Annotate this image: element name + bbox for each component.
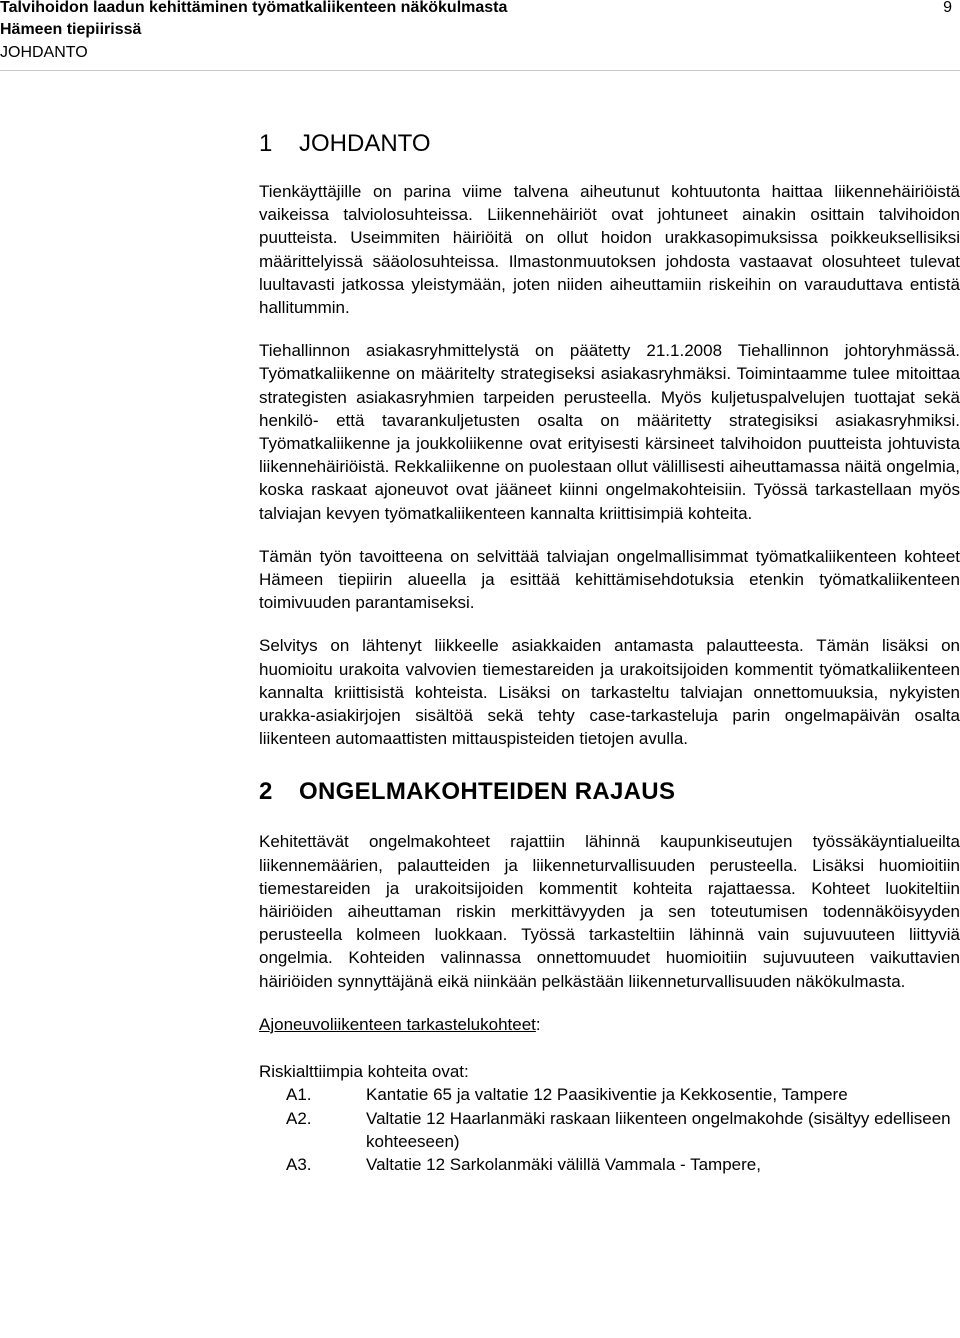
list-item-code: A3. — [286, 1154, 312, 1174]
list-item-text: Valtatie 12 Sarkolanmäki välillä Vammala - Tampere, — [366, 1154, 761, 1174]
list-item — [259, 1083, 960, 1106]
risk-list — [259, 1060, 960, 1176]
list-item-text: Kantatie 65 ja valtatie 12 Paasikiventie ja Kekkosentie, Tampere — [366, 1085, 848, 1105]
subheading-text: Ajoneuvoliikenteen tarkastelukohteet — [259, 1014, 536, 1034]
section-1-title: JOHDANTO — [299, 130, 431, 157]
list-item-text: Valtatie 12 Haarlanmäki raskaan liikenteen ongelmakohde (sisältyy edelliseen kohteeseen) — [366, 1108, 951, 1151]
section-2-title: ONGELMAKOHTEIDEN RAJAUS — [299, 778, 676, 806]
paragraph: Tämän työn tavoitteena on selvittää talviajan ongelmallisimmat työmatkaliikenteen kohteet Hämeen tiepiirin alueella ja esittää kehittämisehdotuksia etenkin työmatkaliikenteen toimivuuden parantamiseksi. — [259, 546, 960, 613]
list-item — [259, 1107, 960, 1153]
subheading — [259, 1013, 960, 1036]
paragraph: Selvitys on lähtenyt liikkeelle asiakkaiden antamasta palautteesta. Tämän lisäksi on huomioitu urakoita valvovien tiemestareiden ja urakoitsijoiden kommentit työmatkaliikenteen kannalta kriittisistä kohteista. Lisäksi on tarkasteltu talviajan onnettomuuksia, nykyisten urakka-asiakirjojen sisältöä sekä tehty case-tarkasteluja parin ongelmapäivän osalta liikenteen automaattisten mittauspisteiden tietojen avulla. — [259, 636, 960, 749]
paragraph: Tienkäyttäjille on parina viime talvena aiheutunut kohtuutonta haittaa liikennehäiriöistä vaikeissa talviolosuhteissa. Liikennehäiriöt ovat johtuneet ainakin osittain talvihoidon puutteista. Useimmiten häiriöitä on ollut hoidon urakkasopimuksissa poikkeuksellisiksi määrittelyissä sääolosuhteissa. Ilmastonmuutoksen johdosta vastaavat olosuhteet tulevat luultavasti jatkossa yleistymään, joten niiden aiheuttamiin riskeihin on varauduttava entistä hallitummin. — [259, 182, 960, 318]
list-item-code: A1. — [286, 1085, 312, 1105]
section-1-number: 1 — [259, 130, 273, 157]
section-1-heading — [259, 128, 960, 160]
running-header — [0, 0, 960, 72]
header-subtitle: Hämeen tiepiirissä — [0, 21, 142, 38]
header-chapter: JOHDANTO — [0, 44, 88, 61]
header-divider — [0, 70, 960, 71]
header-title: Talvihoidon laadun kehittäminen työmatkaliikenteen näkökulmasta — [0, 0, 508, 16]
list-item-code: A2. — [286, 1108, 312, 1128]
subheading-colon: : — [535, 1014, 541, 1034]
section-2-number: 2 — [259, 778, 273, 806]
page-number: 9 — [943, 0, 952, 16]
list-item — [259, 1153, 960, 1176]
section-2-heading — [259, 776, 960, 808]
paragraph: Kehitettävät ongelmakohteet rajattiin lähinnä kaupunkiseutujen työssäkäyntialueilta liikennemäärien, palautteiden ja liikenneturvallisuuden perusteella. Lisäksi huomioitiin tiemestareiden ja urakoitsijoiden kommentit kohteita rajattaessa. Kohteet luokiteltiin häiriöiden aiheuttaman riskin merkittävyyden ja sen toteutumisen todennäköisyyden perusteella kolmeen luokkaan. Työssä tarkasteltiin lähinnä vain sujuvuuteen liittyviä ongelmia. Kohteiden valinnassa onnettomuudet huomioitiin sujuvuuteen vaikuttavien häiriöiden synnyttäjänä eikä niinkään pelkästään liikenneturvallisuuden näkökulmasta. — [259, 832, 960, 991]
paragraph: Tiehallinnon asiakasryhmittelystä on päätetty 21.1.2008 Tiehallinnon johtoryhmässä. Työmatkaliikenne on määritelty strategiseksi asiakasryhmäksi. Toimintaamme tulee mitoittaa strategisten asiakasryhmien tarpeiden perusteella. Myös kuljetuspalvelujen tuottajat sekä henkilö- että tavarankuljetusten osalta on määritetty strategisiksi asiakasryhmiksi. Työmatkaliikenne ja joukkoliikenne ovat erityisesti kärsineet talvihoidon puutteista johtuvista liikennehäiriöistä. Rekkaliikenne on puolestaan ollut välillisesti aiheuttamassa näitä ongelmia, koska raskaat ajoneuvot ovat jääneet kiinni ongelmakohteisiin. Työssä tarkastellaan myös talviajan kevyen työmatkaliikenteen kannalta kriittisimpiä kohteita. — [259, 341, 960, 523]
document-body — [259, 128, 960, 1176]
risk-intro: Riskialttiimpia kohteita ovat: — [259, 1062, 469, 1082]
